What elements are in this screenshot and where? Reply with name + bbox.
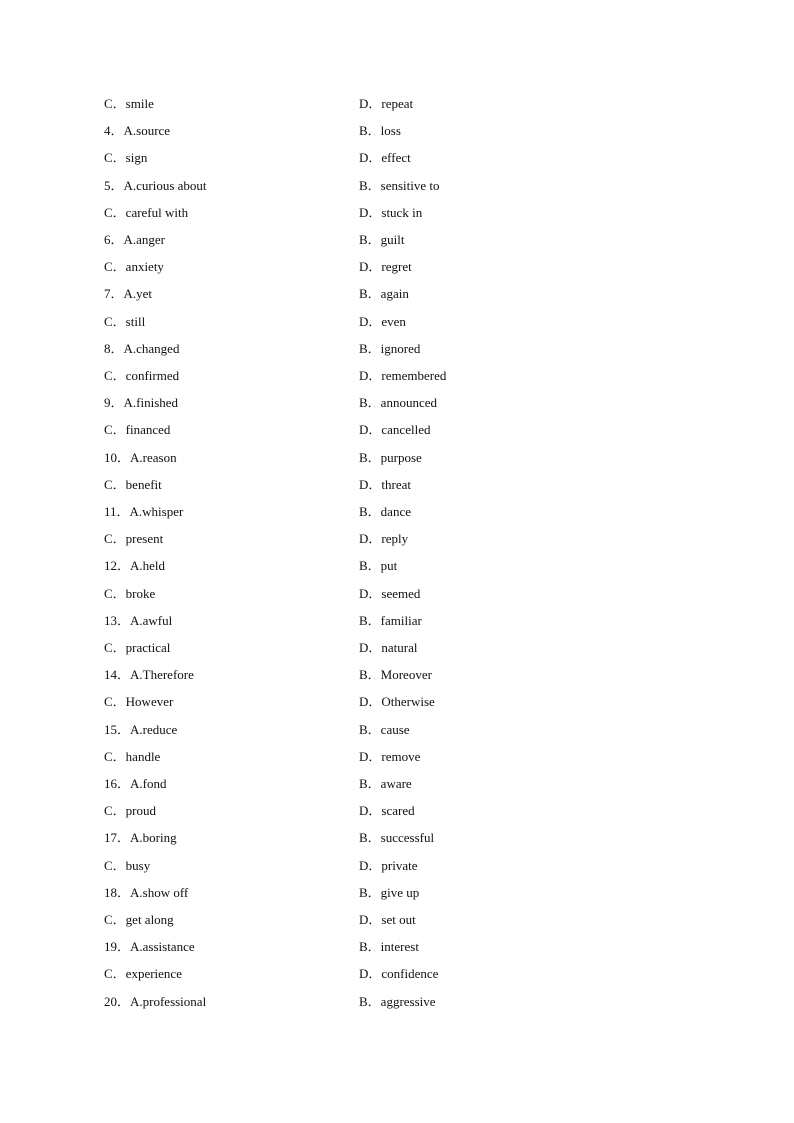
option-row <box>0 284 794 304</box>
option-right: D．scared <box>359 803 415 819</box>
option-right: D．even <box>359 313 406 329</box>
option-left: C．practical <box>104 640 171 655</box>
option-right: D．effect <box>359 150 411 166</box>
option-row <box>0 720 794 740</box>
option-right: D．remove <box>359 748 421 764</box>
option-row <box>0 774 794 794</box>
option-left: 11．A.whisper <box>104 504 184 519</box>
option-left: 12．A.held <box>104 558 166 574</box>
option-left: C．experience <box>104 966 182 982</box>
option-right: B．aware <box>359 776 412 791</box>
option-row <box>0 502 794 522</box>
option-left: C．smile <box>104 96 154 111</box>
option-right: D．confidence <box>359 966 439 982</box>
option-right: B．dance <box>359 504 411 519</box>
option-left: 15．A.reduce <box>104 721 178 737</box>
option-right: B．guilt <box>359 232 405 247</box>
option-left: 10．A.reason <box>104 449 177 465</box>
option-right: D．remembered <box>359 368 447 383</box>
option-row <box>0 393 794 413</box>
option-row <box>0 747 794 767</box>
option-right: B．purpose <box>359 449 422 465</box>
option-left: 20．A.professional <box>104 993 207 1009</box>
option-row <box>0 148 794 168</box>
option-right: D．private <box>359 857 418 873</box>
option-row <box>0 420 794 440</box>
option-row <box>0 448 794 468</box>
option-row <box>0 883 794 903</box>
option-row <box>0 257 794 277</box>
option-right: D．natural <box>359 640 418 655</box>
option-right: B．Moreover <box>359 667 432 683</box>
option-left: C．proud <box>104 803 157 819</box>
option-left: 17．A.boring <box>104 830 177 846</box>
option-left: 4．A.source <box>104 123 171 139</box>
option-left: C．get along <box>104 912 174 927</box>
option-row <box>0 638 794 658</box>
option-row <box>0 828 794 848</box>
option-row <box>0 203 794 223</box>
option-row <box>0 964 794 984</box>
option-left: C．present <box>104 531 164 547</box>
option-right: D．reply <box>359 531 409 547</box>
option-right: B．familiar <box>359 612 422 628</box>
option-row <box>0 529 794 549</box>
option-row <box>0 121 794 141</box>
option-right: B．loss <box>359 123 401 139</box>
option-right: B．cause <box>359 721 410 737</box>
option-row <box>0 665 794 685</box>
option-row <box>0 230 794 250</box>
option-right: B．ignored <box>359 340 421 356</box>
option-left: 13．A.awful <box>104 612 173 628</box>
option-row <box>0 339 794 359</box>
option-right: B．again <box>359 286 409 302</box>
option-right: D．seemed <box>359 585 421 601</box>
option-row <box>0 611 794 631</box>
option-left: 16．A.fond <box>104 776 167 791</box>
option-row <box>0 937 794 957</box>
option-left: C．anxiety <box>104 259 164 275</box>
option-right: B．announced <box>359 395 437 411</box>
option-left: C．However <box>104 694 174 710</box>
option-left: C．still <box>104 313 146 329</box>
option-left: 18．A.show off <box>104 884 189 900</box>
option-row <box>0 312 794 332</box>
option-right: D．set out <box>359 912 416 927</box>
option-row <box>0 176 794 196</box>
option-right: B．successful <box>359 830 435 846</box>
option-row <box>0 366 794 386</box>
option-right: B．give up <box>359 884 420 900</box>
option-row <box>0 856 794 876</box>
option-left: 14．A.Therefore <box>104 667 194 683</box>
option-row <box>0 801 794 821</box>
option-right: D．threat <box>359 476 411 492</box>
option-left: 7．A.yet <box>104 286 153 302</box>
option-right: D．stuck in <box>359 204 423 220</box>
option-left: 6．A.anger <box>104 232 166 247</box>
option-right: B．aggressive <box>359 993 436 1009</box>
option-right: B．put <box>359 558 398 574</box>
option-row <box>0 556 794 576</box>
option-left: 5．A.curious about <box>104 177 207 193</box>
option-right: D．Otherwise <box>359 694 435 710</box>
option-left: C．broke <box>104 585 156 601</box>
option-left: C．handle <box>104 748 161 764</box>
option-left: C．financed <box>104 422 171 438</box>
option-left: C．careful with <box>104 204 189 220</box>
option-row <box>0 94 794 114</box>
option-left: C．sign <box>104 150 148 166</box>
option-left: 8．A.changed <box>104 340 180 356</box>
option-left: C．busy <box>104 857 151 873</box>
option-right: D．repeat <box>359 96 414 111</box>
option-row <box>0 910 794 930</box>
option-right: D．regret <box>359 259 412 275</box>
option-left: 19．A.assistance <box>104 939 195 955</box>
option-left: C．confirmed <box>104 368 180 383</box>
option-row <box>0 692 794 712</box>
option-row <box>0 475 794 495</box>
option-right: D．cancelled <box>359 422 431 438</box>
option-left: C．benefit <box>104 476 162 492</box>
option-row <box>0 992 794 1012</box>
option-right: B．interest <box>359 939 419 955</box>
option-right: B．sensitive to <box>359 177 440 193</box>
option-row <box>0 584 794 604</box>
option-left: 9．A.finished <box>104 395 179 411</box>
